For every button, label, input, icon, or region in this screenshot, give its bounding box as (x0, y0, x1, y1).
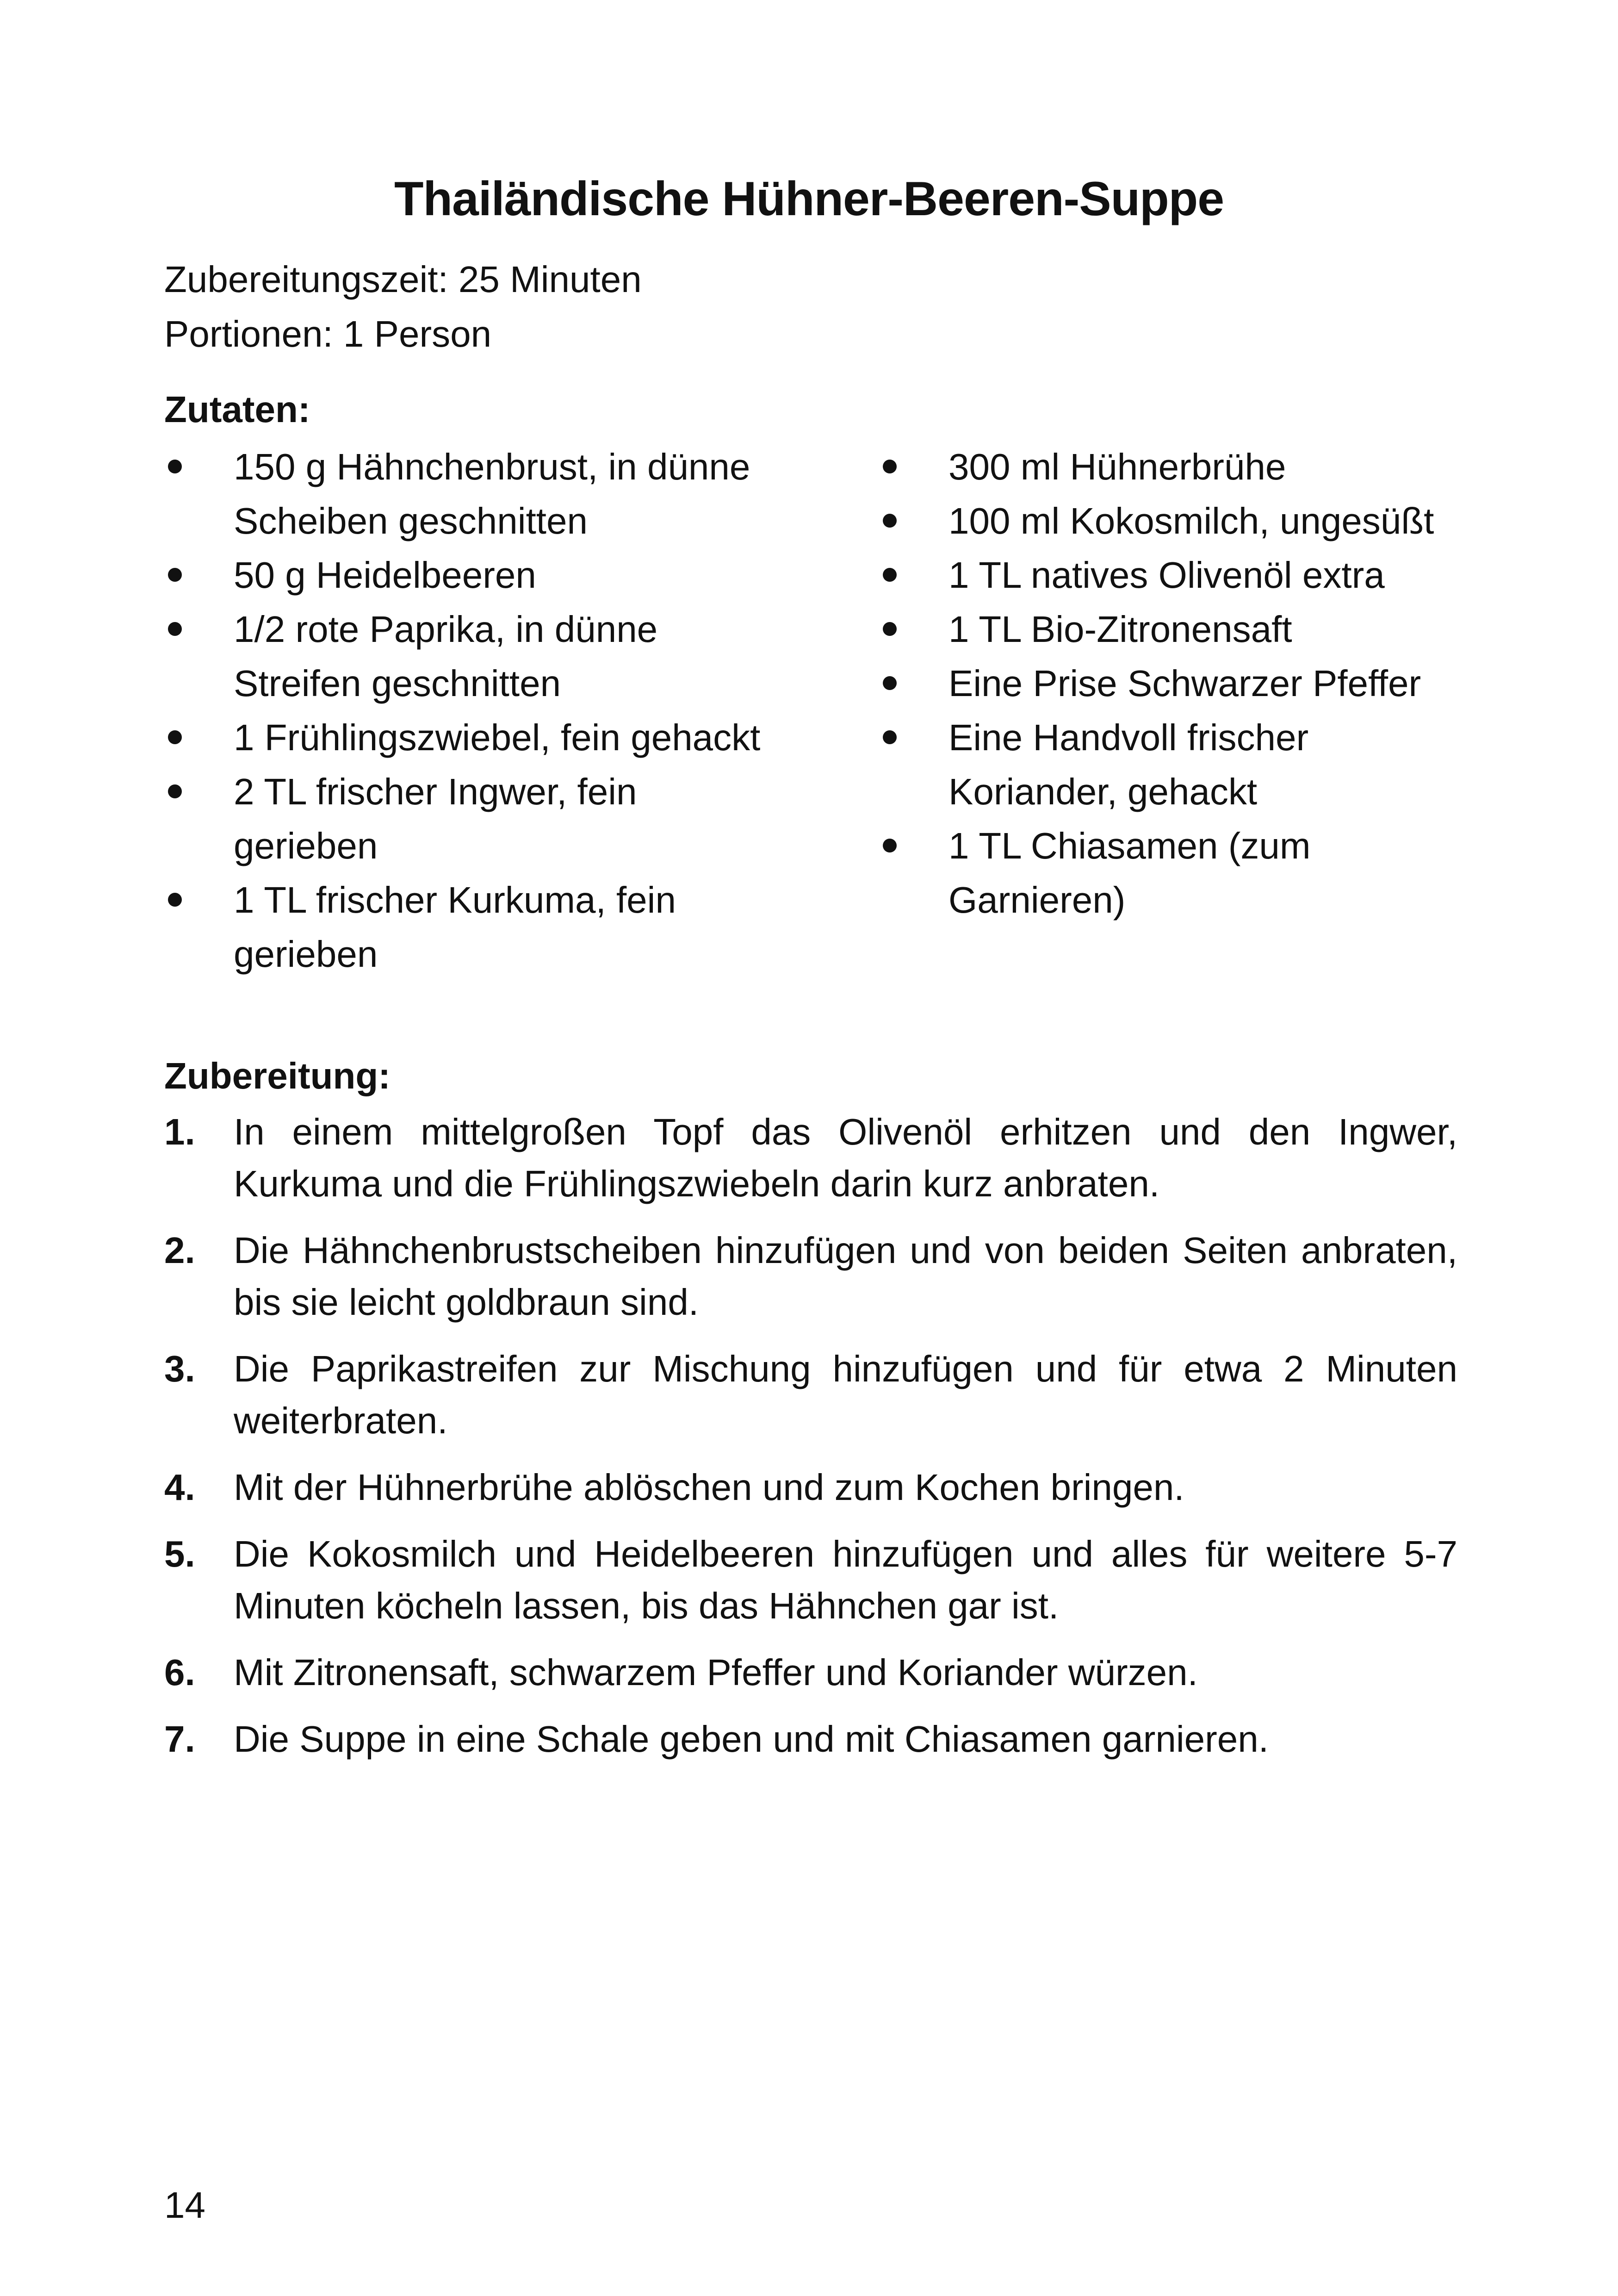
ingredient-item (879, 602, 1481, 656)
ingredient-item (879, 440, 1481, 494)
step-number: 1. (164, 1111, 195, 1152)
ingredient-text: 150 g Hähnchenbrust, in dünne Scheiben geschnitten (234, 446, 750, 541)
bullet-icon (168, 622, 182, 636)
step-item (164, 1343, 1457, 1447)
step-number: 7. (164, 1718, 195, 1760)
bullet-icon (883, 568, 897, 582)
ingredient-text: 1 TL Bio-Zitronensaft (948, 609, 1292, 650)
ingredient-text: Eine Handvoll frischer Koriander, gehackt (948, 717, 1309, 812)
ingredient-text: 300 ml Hühnerbrühe (948, 446, 1286, 487)
step-number: 6. (164, 1652, 195, 1693)
ingredient-text: 1 Frühlingszwiebel, fein gehackt (234, 717, 761, 758)
bullet-icon (883, 622, 897, 636)
step-item (164, 1462, 1457, 1513)
ingredient-item (879, 819, 1481, 927)
bullet-icon (168, 460, 182, 473)
step-item (164, 1528, 1457, 1632)
ingredients-list-right (879, 440, 1481, 927)
ingredient-text: 1/2 rote Paprika, in dünne Streifen geschnitten (234, 609, 658, 704)
steps-list (164, 1106, 1457, 1780)
steps-heading: Zubereitung: (164, 1055, 391, 1096)
bullet-icon (168, 568, 182, 582)
ingredient-text: Eine Prise Schwarzer Pfeffer (948, 663, 1421, 704)
ingredient-item (164, 440, 766, 548)
step-text: In einem mittelgroßen Topf das Olivenöl erhitzen und den Ingwer, Kurkuma und die Frühlingszwiebeln darin kurz anbraten. (234, 1111, 1457, 1204)
bullet-icon (168, 893, 182, 907)
ingredient-item (879, 656, 1481, 710)
step-number: 5. (164, 1533, 195, 1574)
ingredient-item (879, 710, 1481, 819)
ingredient-item (164, 548, 766, 602)
step-text: Mit Zitronensaft, schwarzem Pfeffer und Koriander würzen. (234, 1652, 1198, 1693)
step-item (164, 1225, 1457, 1328)
bullet-icon (168, 784, 182, 798)
bullet-icon (883, 514, 897, 528)
step-number: 2. (164, 1230, 195, 1271)
page-number: 14 (164, 2184, 205, 2226)
bullet-icon (883, 676, 897, 690)
step-text: Die Suppe in eine Schale geben und mit Chiasamen garnieren. (234, 1718, 1269, 1760)
ingredient-text: 2 TL frischer Ingwer, fein gerieben (234, 771, 637, 866)
step-text: Mit der Hühnerbrühe ablöschen und zum Kochen bringen. (234, 1467, 1184, 1508)
step-item (164, 1713, 1457, 1765)
servings: Portionen: 1 Person (164, 313, 492, 355)
ingredients-heading: Zutaten: (164, 389, 310, 430)
ingredient-item (879, 494, 1481, 548)
recipe-title: Thailändische Hühner-Beeren-Suppe (394, 172, 1224, 226)
step-item (164, 1106, 1457, 1210)
ingredient-item (164, 765, 766, 873)
ingredient-item (164, 602, 766, 710)
step-text: Die Kokosmilch und Heidelbeeren hinzufügen und alles für weitere 5-7 Minuten köcheln lassen, bis das Hähnchen gar ist. (234, 1533, 1457, 1626)
step-item (164, 1647, 1457, 1699)
prep-time: Zubereitungszeit: 25 Minuten (164, 259, 642, 300)
bullet-icon (883, 839, 897, 852)
ingredient-text: 1 TL natives Olivenöl extra (948, 554, 1385, 596)
bullet-icon (883, 460, 897, 473)
ingredient-text: 100 ml Kokosmilch, ungesüßt (948, 500, 1434, 541)
ingredient-text: 50 g Heidelbeeren (234, 554, 536, 596)
ingredient-item (879, 548, 1481, 602)
step-text: Die Hähnchenbrustscheiben hinzufügen und von beiden Seiten anbraten, bis sie leicht goldbraun sind. (234, 1230, 1457, 1323)
ingredient-text: 1 TL frischer Kurkuma, fein gerieben (234, 879, 676, 975)
recipe-meta (164, 252, 642, 361)
step-text: Die Paprikastreifen zur Mischung hinzufügen und für etwa 2 Minuten weiterbraten. (234, 1348, 1457, 1441)
ingredient-text: 1 TL Chiasamen (zum Garnieren) (948, 825, 1311, 921)
ingredient-item (164, 873, 766, 981)
step-number: 3. (164, 1348, 195, 1389)
ingredients-list-left (164, 440, 766, 981)
step-number: 4. (164, 1467, 195, 1508)
ingredient-item (164, 710, 766, 765)
bullet-icon (883, 730, 897, 744)
bullet-icon (168, 730, 182, 744)
